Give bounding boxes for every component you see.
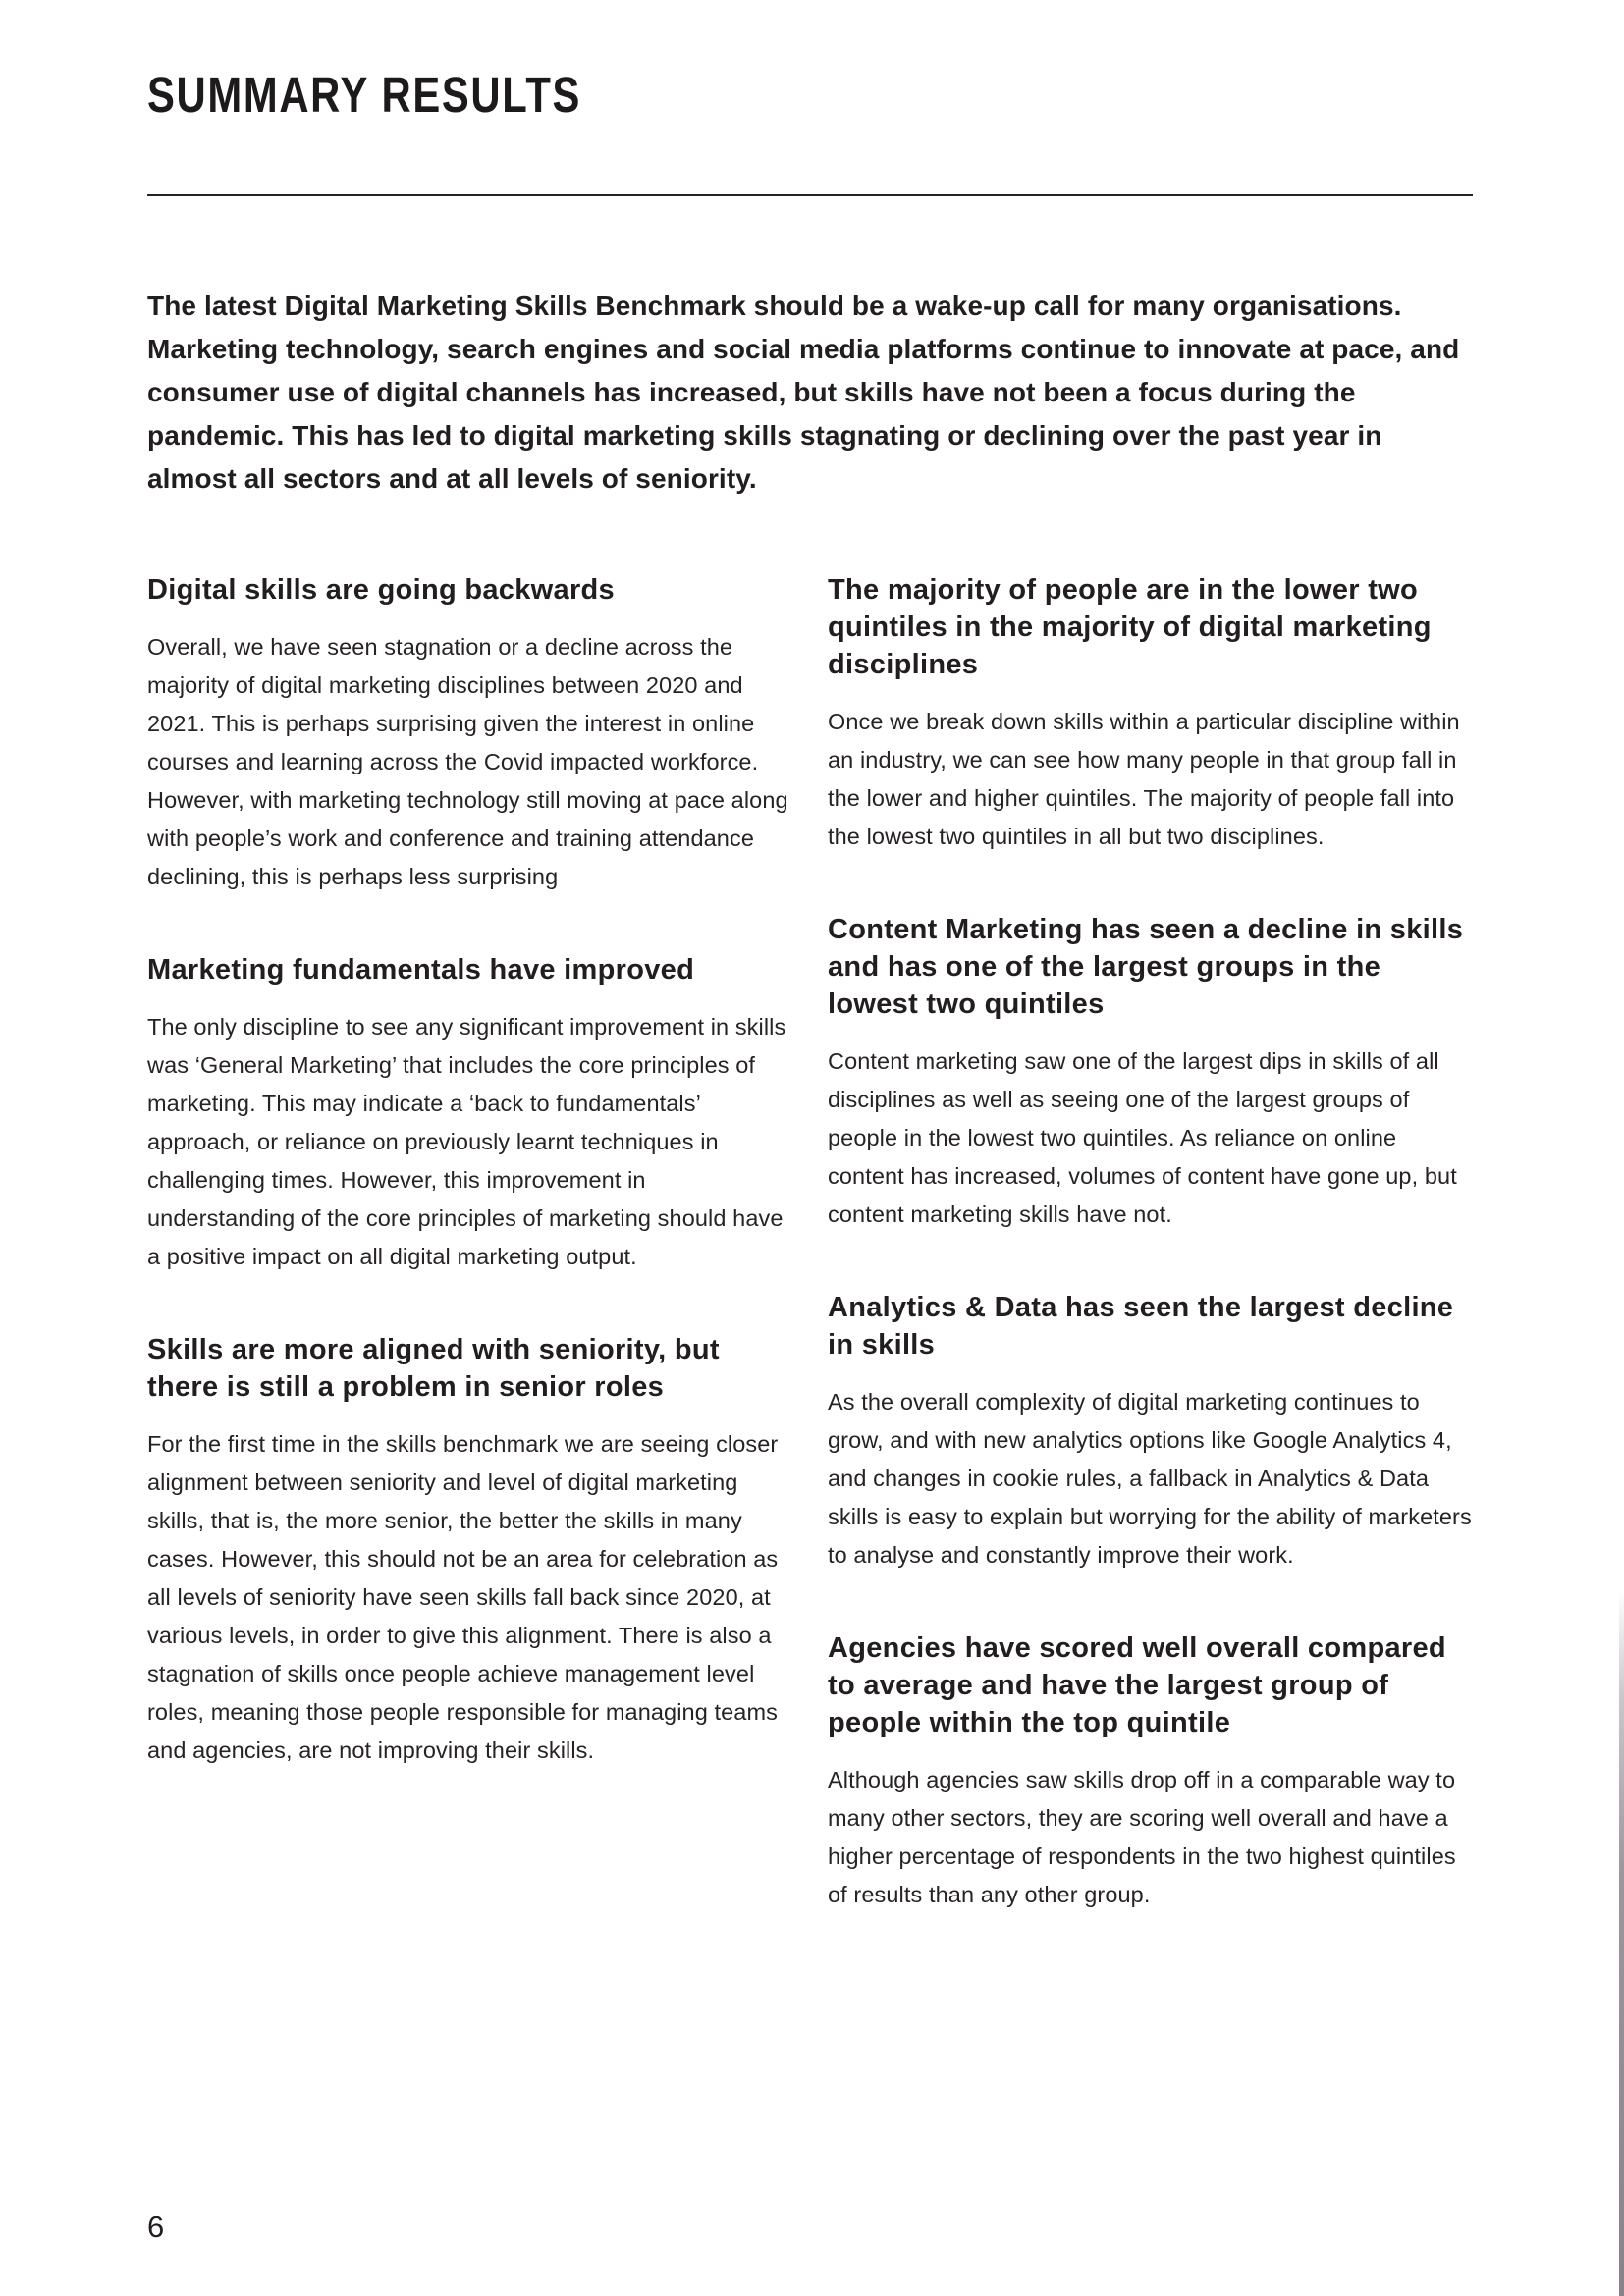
page-number: 6: [147, 2210, 165, 2244]
section-majority-lower-quintiles: [828, 571, 1473, 856]
section-heading: Analytics & Data has seen the largest decline in skills: [828, 1291, 1454, 1361]
section-marketing-fundamentals: [147, 951, 792, 1276]
page-edge-shadow: [1619, 1590, 1624, 2296]
section-heading: Digital skills are going backwards: [147, 573, 615, 606]
right-column: [828, 571, 1473, 1914]
section-body: As the overall complexity of digital marketing continues to grow, and with new analytics options like Google Analytics 4, and changes in cookie rules, a fallback in Analytics & Data skills is easy to explain but worrying for the ability of marketers to analyse and constantly improve their work.: [828, 1388, 1472, 1568]
section-heading: Skills are more aligned with seniority, but there is still a problem in senior roles: [147, 1333, 720, 1403]
title-divider: [147, 194, 1473, 196]
section-body: Once we break down skills within a particular discipline within an industry, we can see how many people in that group fall in the lower and higher quintiles. The majority of people fall into the lowest two quintiles in all but two disciplines.: [828, 708, 1460, 849]
section-body: Overall, we have seen stagnation or a decline across the majority of digital marketing disciplines between 2020 and 2021. This is perhaps surprising given the interest in online courses and learning across the Covid impacted workforce. However, with marketing technology still moving at pace along with people’s work and conference and training attendance declining, this is perhaps less surprising: [147, 633, 788, 889]
section-body: Although agencies saw skills drop off in a comparable way to many other sectors, they are scoring well overall and have a higher percentage of respondents in the two highest quintiles of results than any other group.: [828, 1766, 1456, 1907]
page-title-text: SUMMARY RESULTS: [147, 67, 582, 123]
section-agencies: [828, 1629, 1473, 1914]
left-column: [147, 571, 792, 1914]
section-body: The only discipline to see any significant improvement in skills was ‘General Marketing’ that includes the core principles of marketing. This may indicate a ‘back to fundamentals’ approach, or reliance on previously learnt techniques in challenging times. However, this improvement in understanding of the core principles of marketing should have a positive impact on all digital marketing output.: [147, 1013, 786, 1269]
section-skills-seniority: [147, 1331, 792, 1770]
intro-paragraph: The latest Digital Marketing Skills Benchmark should be a wake-up call for many organisations. Marketing technology, search engines and social media platforms continue to innovate at pace, and consumer use of digital channels has increased, but skills have not been a focus during the pandemic. This has led to digital marketing skills stagnating or declining over the past year in almost all sectors and at all levels of seniority.: [147, 290, 1460, 494]
page-title: [147, 69, 1473, 122]
section-heading: Agencies have scored well overall compared to average and have the largest group of people within the top quintile: [828, 1631, 1446, 1738]
section-heading: The majority of people are in the lower two quintiles in the majority of digital marketing disciplines: [828, 573, 1432, 680]
section-body: For the first time in the skills benchmark we are seeing closer alignment between seniority and level of digital marketing skills, that is, the more senior, the better the skills in many cases. However, this should not be an area for celebration as all levels of seniority have seen skills fall back since 2020, at various levels, in order to give this alignment. There is also a stagnation of skills once people achieve management level roles, meaning those people responsible for managing teams and agencies, are not improving their skills.: [147, 1430, 779, 1763]
section-heading: Marketing fundamentals have improved: [147, 953, 695, 986]
section-heading: Content Marketing has seen a decline in skills and has one of the largest groups in the lowest two quintiles: [828, 913, 1464, 1020]
two-column-layout: [147, 571, 1473, 1914]
section-content-marketing: [828, 911, 1473, 1234]
section-body: Content marketing saw one of the largest dips in skills of all disciplines as well as seeing one of the largest groups of people in the lowest two quintiles. As reliance on online content has increased, volumes of content have gone up, but content marketing skills have not.: [828, 1047, 1457, 1227]
section-digital-skills: [147, 571, 792, 896]
section-analytics-data: [828, 1289, 1473, 1575]
page-content: [147, 0, 1473, 1914]
